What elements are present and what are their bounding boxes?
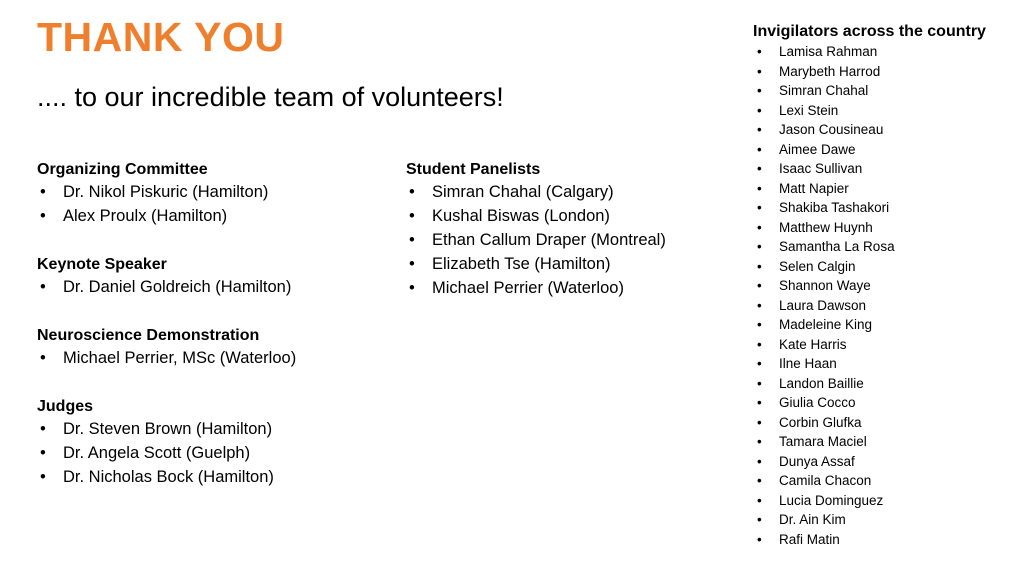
list-item: • Dr. Steven Brown (Hamilton) [37,417,397,441]
section-heading: Invigilators across the country [753,23,986,40]
list-item: • Kate Harris [753,335,1013,355]
invigilator-list [753,42,1013,549]
list-item: • Alex Proulx (Hamilton) [37,204,397,228]
section-student-panelists [406,159,736,300]
list-item: • Samantha La Rosa [753,237,1013,257]
section-judges [37,396,397,489]
section-neuroscience-demonstration [37,325,397,370]
section-heading: Neuroscience Demonstration [37,327,260,344]
list-item: • Matthew Huynh [753,218,1013,238]
list-item: • Matt Napier [753,179,1013,199]
item-list [37,275,397,299]
list-item: • Selen Calgin [753,257,1013,277]
list-item: • Kushal Biswas (London) [406,204,736,228]
right-column [753,22,1013,549]
list-item: • Michael Perrier (Waterloo) [406,276,736,300]
list-item: • Corbin Glufka [753,413,1013,433]
list-item: • Dr. Nikol Piskuric (Hamilton) [37,180,397,204]
list-item: • Jason Cousineau [753,120,1013,140]
list-item: • Lexi Stein [753,101,1013,121]
section-keynote-speaker [37,254,397,299]
list-item: • Dr. Daniel Goldreich (Hamilton) [37,275,397,299]
section-heading: Student Panelists [406,161,541,178]
list-item: • Elizabeth Tse (Hamilton) [406,252,736,276]
page-title: THANK YOU [37,14,285,60]
section-heading: Organizing Committee [37,161,208,178]
list-item: • Michael Perrier, MSc (Waterloo) [37,346,397,370]
list-item: • Dunya Assaf [753,452,1013,472]
list-item: • Simran Chahal (Calgary) [406,180,736,204]
list-item: • Isaac Sullivan [753,159,1013,179]
item-list [37,417,397,489]
list-item: • Dr. Ain Kim [753,510,1013,530]
list-item: • Camila Chacon [753,471,1013,491]
list-item: • Ilne Haan [753,354,1013,374]
list-item: • Shannon Waye [753,276,1013,296]
list-item: • Madeleine King [753,315,1013,335]
item-list [37,346,397,370]
list-item: • Dr. Angela Scott (Guelph) [37,441,397,465]
left-column [37,159,397,515]
middle-column [406,159,736,326]
list-item: • Aimee Dawe [753,140,1013,160]
subtitle: .... to our incredible team of volunteers! [37,82,504,112]
list-item: • Shakiba Tashakori [753,198,1013,218]
list-item: • Ethan Callum Draper (Montreal) [406,228,736,252]
section-heading: Keynote Speaker [37,256,167,273]
list-item: • Giulia Cocco [753,393,1013,413]
list-item: • Marybeth Harrod [753,62,1013,82]
section-heading: Judges [37,398,94,415]
list-item: • Dr. Nicholas Bock (Hamilton) [37,465,397,489]
list-item: • Rafi Matin [753,530,1013,550]
item-list [37,180,397,228]
list-item: • Laura Dawson [753,296,1013,316]
list-item: • Landon Baillie [753,374,1013,394]
list-item: • Lucia Dominguez [753,491,1013,511]
item-list [406,180,736,300]
section-organizing-committee [37,159,397,228]
list-item: • Tamara Maciel [753,432,1013,452]
list-item: • Lamisa Rahman [753,42,1013,62]
list-item: • Simran Chahal [753,81,1013,101]
